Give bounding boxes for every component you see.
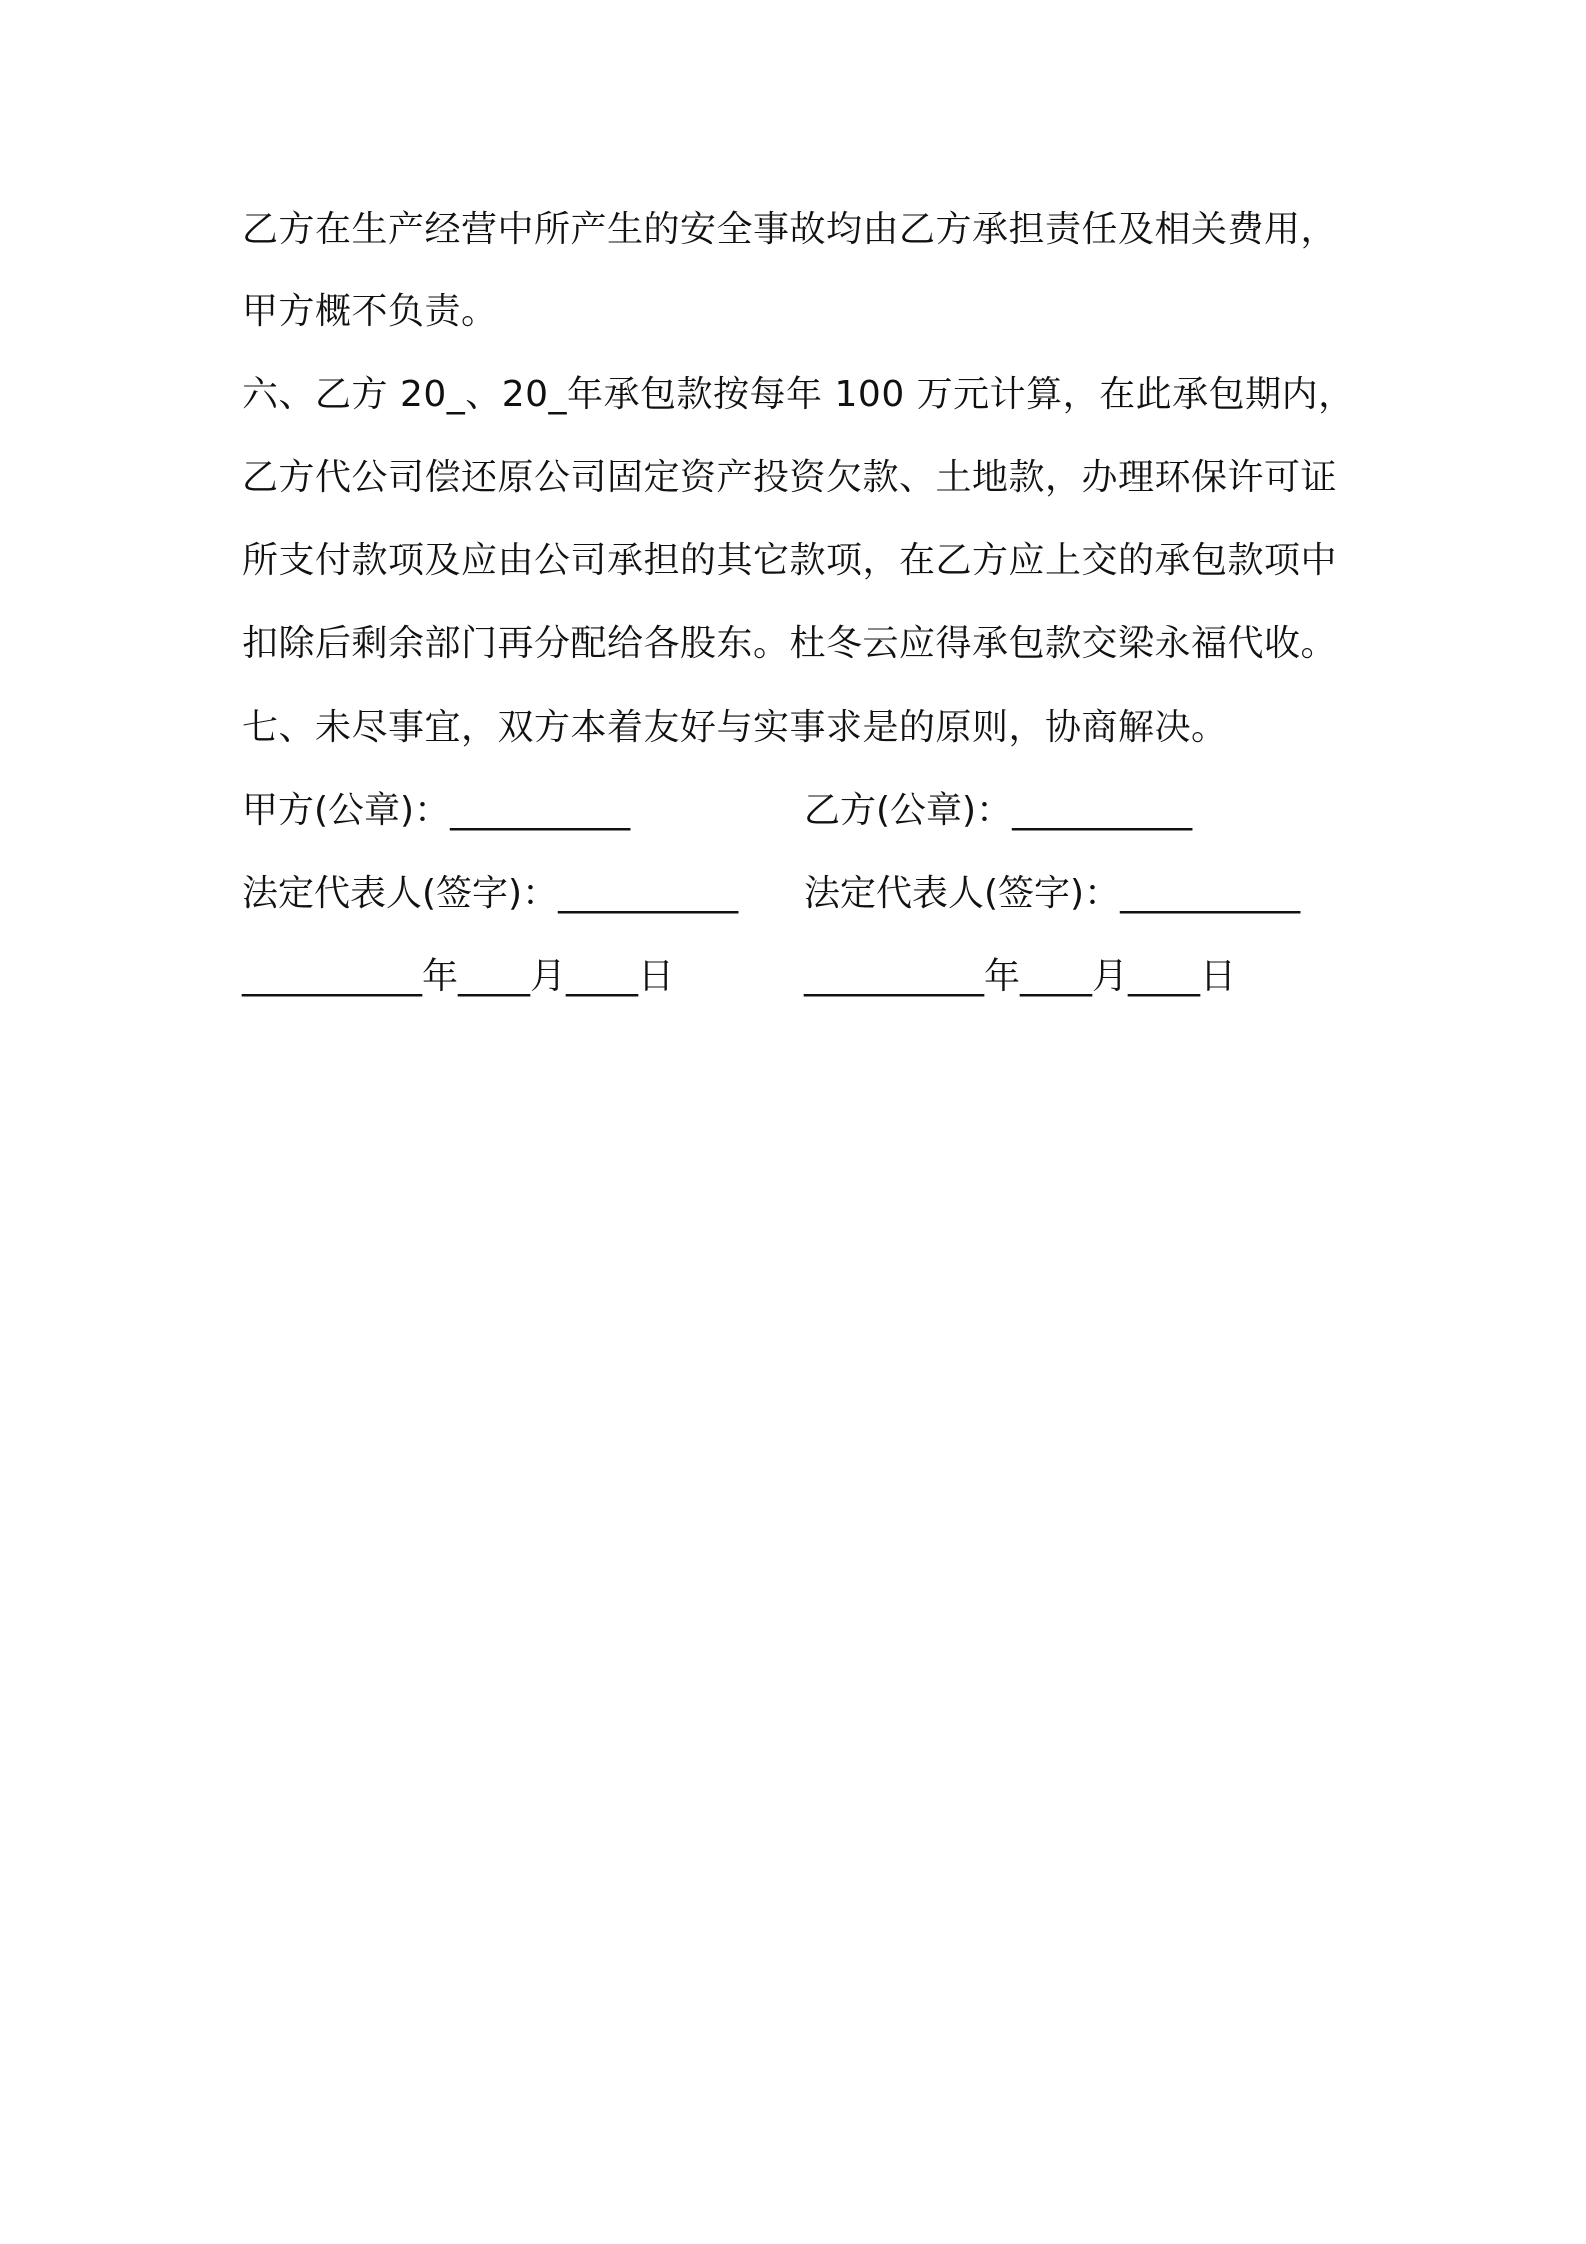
clause-six-line-3: 所支付款项及应由公司承担的其它款项，在乙方应上交的承包款项中 xyxy=(242,540,1338,581)
clause-six-line-2: 乙方代公司偿还原公司固定资产投资欠款、土地款，办理环保许可证 xyxy=(242,457,1338,498)
party-a-seal: 甲方(公章)：__________ xyxy=(242,790,631,831)
party-b-representative: 法定代表人(签字)：__________ xyxy=(804,873,1301,914)
party-b-date: __________年____月____日 xyxy=(804,956,1236,997)
paragraph-line-1: 乙方在生产经营中所产生的安全事故均由乙方承担责任及相关费用， xyxy=(242,209,1338,250)
party-a-date: __________年____月____日 xyxy=(242,956,674,997)
party-a-representative: 法定代表人(签字)：__________ xyxy=(242,873,739,914)
signature-seal-row xyxy=(242,789,1362,833)
clause-six-line-4: 扣除后剩余部门再分配给各股东。杜冬云应得承包款交梁永福代收。 xyxy=(242,623,1338,664)
signature-date-row xyxy=(242,955,1362,999)
paragraph-line-2: 甲方概不负责。 xyxy=(242,291,498,332)
signature-representative-row xyxy=(242,872,1362,916)
clause-seven-line: 七、未尽事宜，双方本着友好与实事求是的原则，协商解决。 xyxy=(242,707,1228,748)
party-b-seal: 乙方(公章)：__________ xyxy=(804,790,1193,831)
clause-six-line-1: 六、乙方 20_、20_年承包款按每年 100 万元计算，在此承包期内， xyxy=(242,374,1355,415)
